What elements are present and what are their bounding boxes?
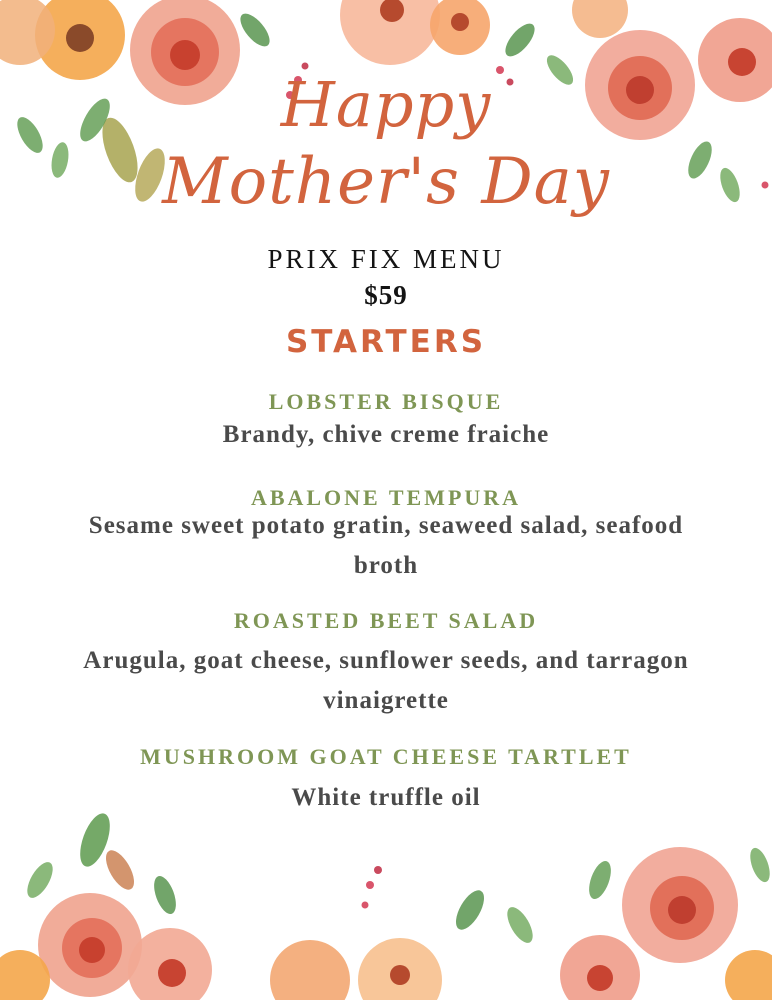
menu-item-name: MUSHROOM GOAT CHEESE TARTLET xyxy=(140,744,632,769)
menu-item-name: ABALONE TEMPURA xyxy=(250,485,522,510)
menu-item-name: ROASTED BEET SALAD xyxy=(233,608,539,633)
menu-subtitle: PRIX FIX MENU xyxy=(267,244,505,274)
menu-item-name: LOBSTER BISQUE xyxy=(268,389,504,414)
menu-price: $59 xyxy=(364,280,408,310)
section-title: STARTERS xyxy=(285,324,487,360)
menu-item-description: Brandy, chive creme fraiche xyxy=(222,421,550,448)
menu-item-description: White truffle oil xyxy=(291,784,481,811)
floral-border-bottom xyxy=(0,810,772,1000)
title-happy: Happy xyxy=(280,68,492,141)
menu-item-description: Sesame sweet potato gratin, seaweed salad, seafood broth xyxy=(88,512,684,579)
menu-item-description: Arugula, goat cheese, sunflower seeds, and tarragon vinaigrette xyxy=(83,647,689,714)
title-mothers-day: Mother's Day xyxy=(162,145,610,219)
